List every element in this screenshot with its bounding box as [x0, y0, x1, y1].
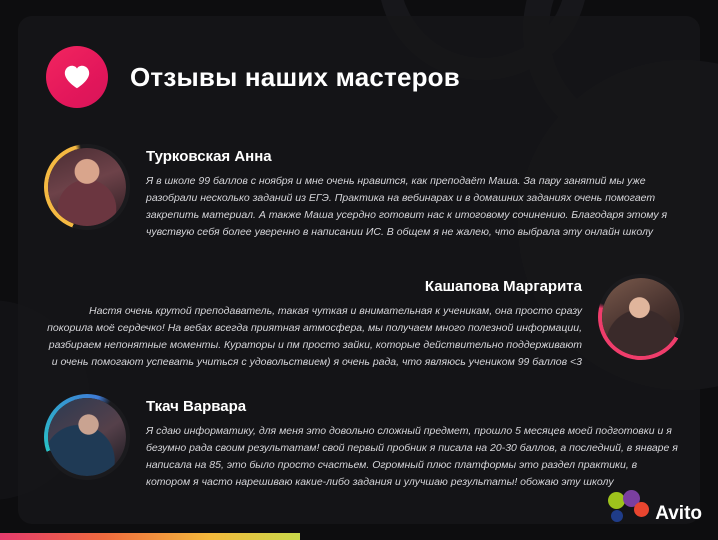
testimonial-body: [44, 274, 582, 371]
avito-wordmark: Avito: [655, 503, 702, 524]
page-header: [46, 46, 460, 108]
avatar: [44, 144, 130, 230]
testimonial-body: [146, 394, 684, 491]
testimonial-author: Ткач Варвара: [146, 398, 247, 415]
avito-logo: [608, 492, 702, 526]
heart-badge: [46, 46, 108, 108]
testimonial-item: [44, 394, 684, 491]
avatar-photo: [48, 398, 126, 476]
footer-gradient-bar: [0, 533, 300, 540]
avatar-photo: [48, 148, 126, 226]
testimonial-body: [146, 144, 684, 241]
testimonial-author: Турковская Анна: [146, 148, 272, 165]
testimonial-item: [44, 144, 684, 241]
page-title: Отзывы наших мастеров: [130, 61, 460, 92]
avatar-photo: [602, 278, 680, 356]
avito-dots-icon: [608, 492, 648, 526]
heart-icon: [62, 62, 92, 92]
testimonial-text: Я сдаю информатику, для меня это довольно сложный предмет, прошло 5 месяцев моей подготовки и я безумно рада своим результатам! свой первый пробник я писала на 20-30 баллов, а последний, в январе я написала на 85, это было просто счастьем. Огромный плюс платформы это раздел практики, в котором я часто нарешиваю какие-либо задания и улучшаю результаты! обожаю эту школу: [146, 425, 678, 488]
avatar: [598, 274, 684, 360]
testimonial-item: [44, 274, 684, 371]
testimonial-text: Я в школе 99 баллов с ноября и мне очень нравится, как преподаёт Маша. За пару занятий мы уже разобрали несколько заданий из ЕГЭ. Практика на вебинарах и в домашних заданиях очень помогает закрепить материал. А также Маша усердно готовит нас к итоговому сочинению. Благодаря этому я чувствую себя более уверенно в написании ИС. В общем я не жалею, что выбрала эту онлайн школу: [146, 175, 668, 238]
testimonial-text: Настя очень крутой преподаватель, такая чуткая и внимательная к ученикам, она просто сразу покорила моё сердечко! На вебах всегда приятная атмосфера, мы получаем много полезной информации, разбираем непонятные моменты. Кураторы и пм просто зайки, которые действительно поддерживают и очень помогают успевать учиться с удовольствием) я очень рада, что являюсь учеником 99 баллов <3: [47, 305, 582, 368]
testimonial-author: Кашапова Маргарита: [424, 278, 582, 295]
avatar: [44, 394, 130, 480]
testimonials-card: [18, 16, 700, 524]
